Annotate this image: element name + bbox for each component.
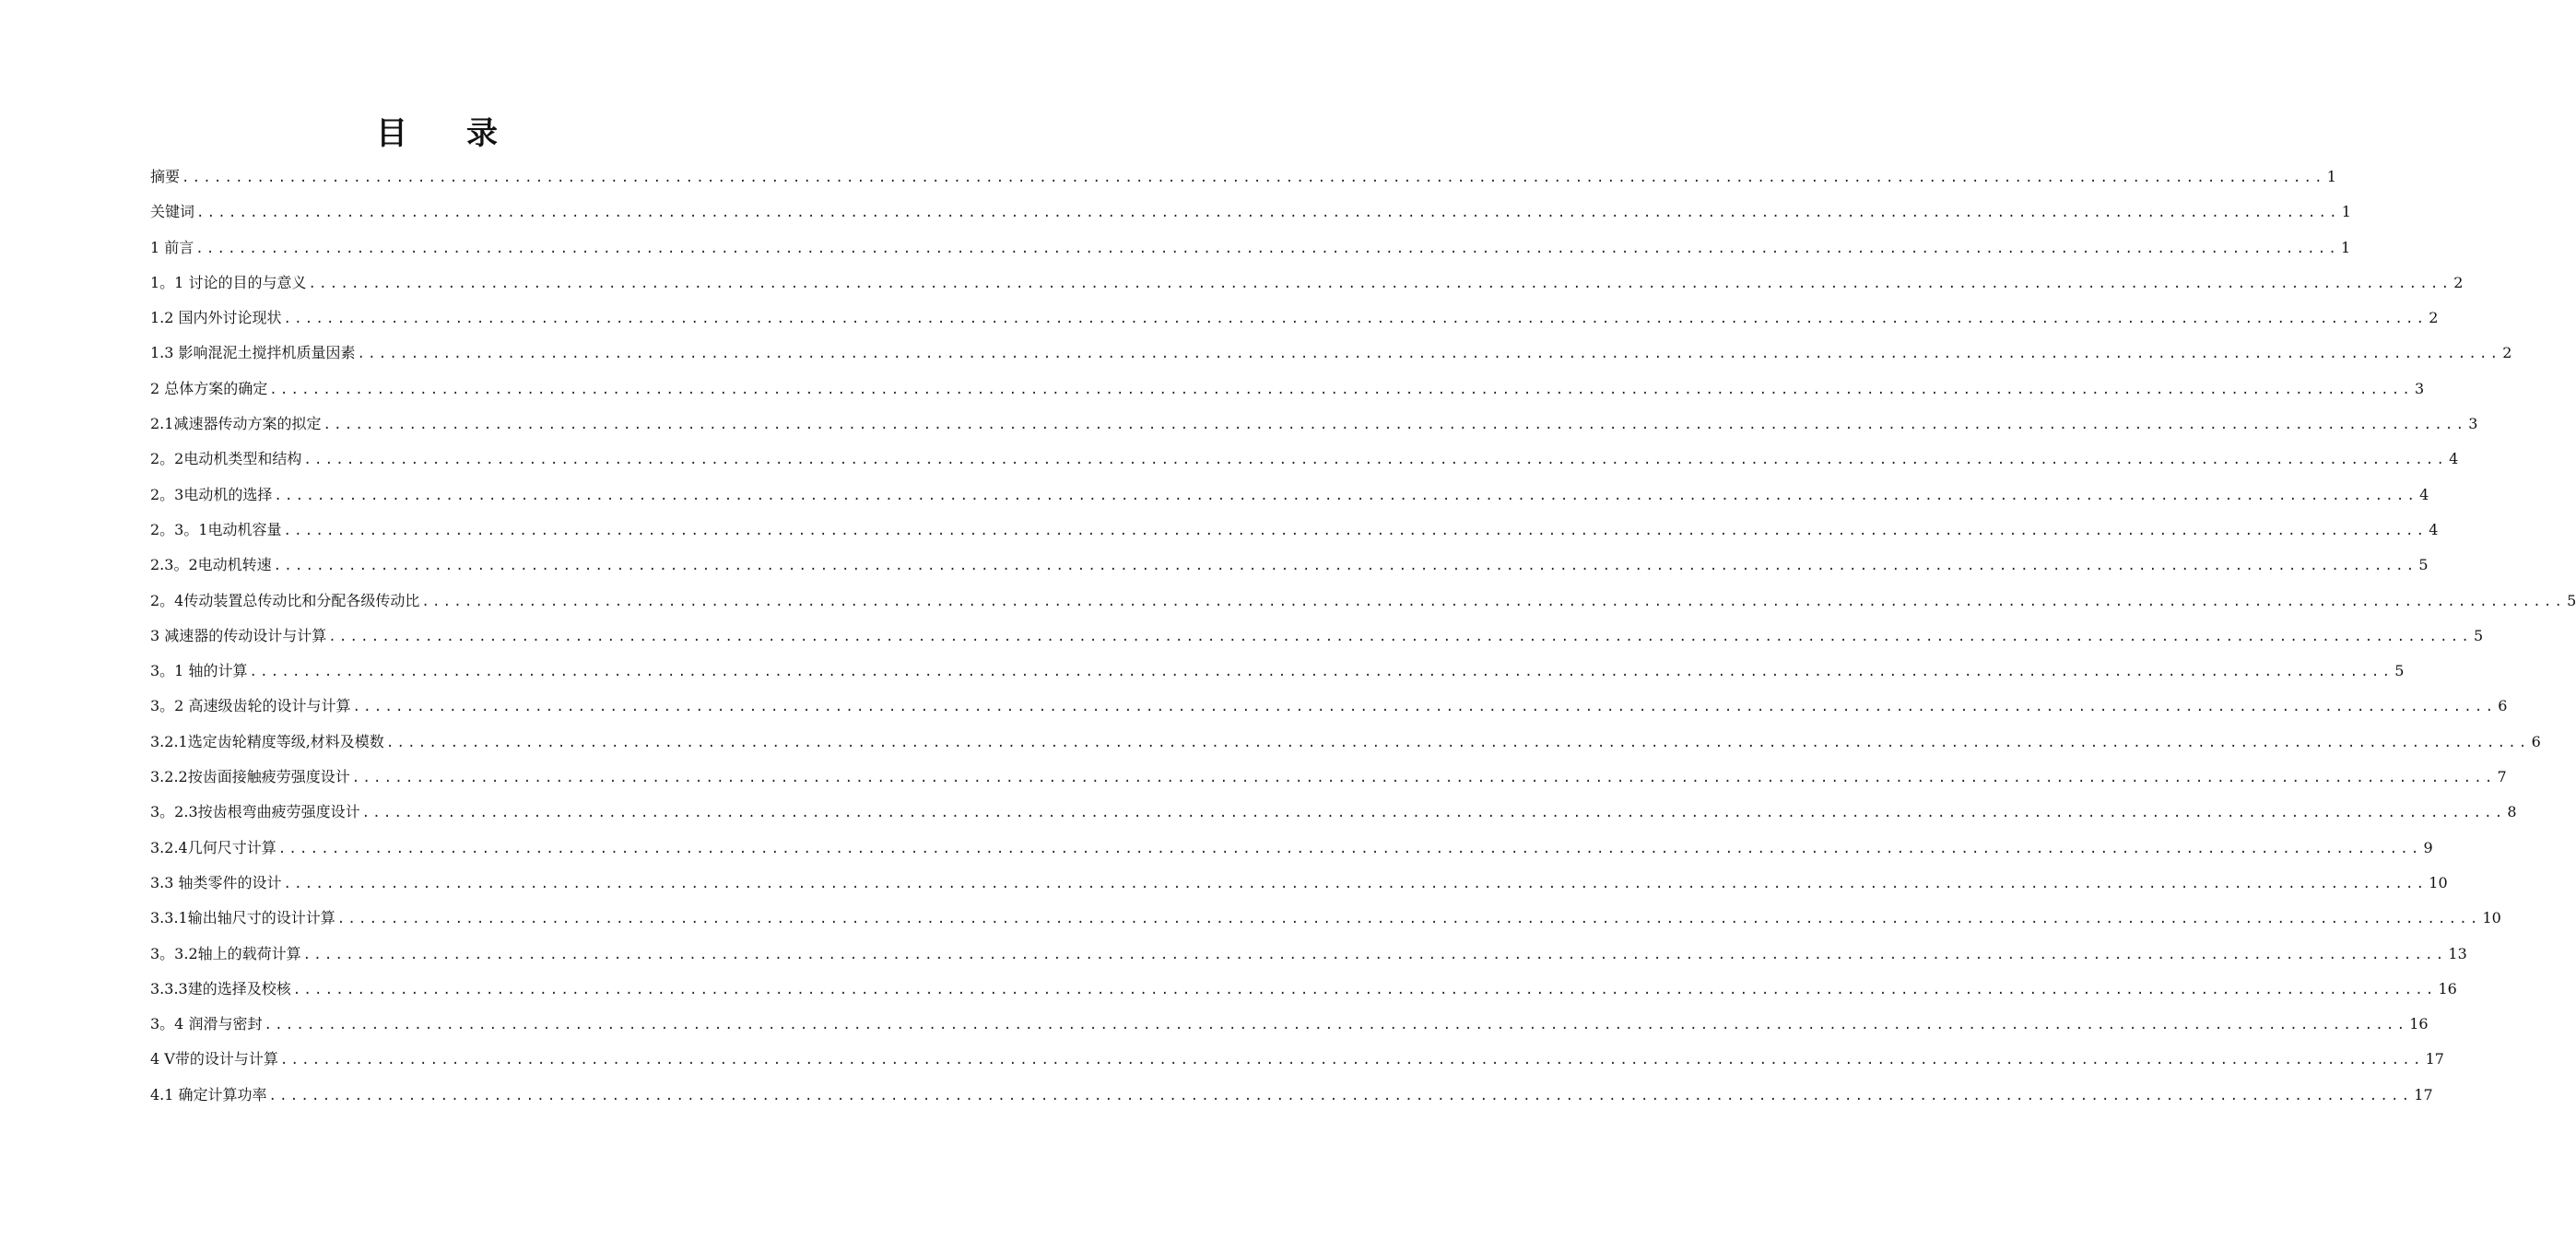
toc-entry-page-number: 5 — [2567, 591, 2576, 609]
toc-entry-label: 3.3.1输出轴尺寸的设计计算 — [150, 909, 335, 927]
toc-entry-label: 2.1减速器传动方案的拟定 — [150, 415, 322, 433]
toc-entry-page-number: 1 — [2341, 238, 2351, 256]
toc-entry[interactable] — [150, 336, 2512, 371]
toc-leader-dots: ........................................................................................................................................................................................................ — [277, 841, 2422, 856]
toc-leader-dots: ........................................................................................................................................................................................................ — [328, 629, 2473, 644]
toc-leader-dots: ........................................................................................................................................................................................................ — [196, 206, 2340, 221]
table-of-contents — [150, 159, 2576, 1113]
toc-entry-label: 2。2电动机类型和结构 — [150, 450, 302, 468]
toc-entry-page-number: 4 — [2449, 450, 2459, 468]
toc-entry-label: 1 前言 — [150, 238, 194, 256]
title-char-1: 目 — [376, 115, 409, 152]
toc-entry[interactable] — [150, 372, 2425, 407]
toc-leader-dots: ........................................................................................................................................................................................................ — [421, 594, 2566, 609]
toc-entry-label: 1.3 影响混泥土搅拌机质量因素 — [150, 344, 356, 362]
toc-leader-dots: ........................................................................................................................................................................................................ — [292, 982, 2437, 997]
toc-entry-page-number: 16 — [2438, 979, 2457, 997]
toc-entry-page-number: 2 — [2453, 273, 2464, 291]
toc-entry-label: 1.2 国内外讨论现状 — [150, 309, 282, 327]
toc-entry[interactable] — [150, 795, 2517, 830]
toc-entry-page-number: 3 — [2415, 379, 2425, 397]
toc-leader-dots: ........................................................................................................................................................................................................ — [279, 1053, 2424, 1068]
toc-leader-dots: ........................................................................................................................................................................................................ — [308, 276, 2452, 291]
toc-entry-page-number: 2 — [2429, 309, 2439, 327]
page-title — [0, 111, 876, 157]
toc-entry-page-number: 17 — [2425, 1050, 2444, 1068]
toc-entry[interactable] — [150, 1007, 2429, 1042]
toc-leader-dots: ........................................................................................................................................................................................................ — [182, 171, 2325, 185]
toc-entry-page-number: 3 — [2468, 415, 2478, 433]
toc-entry[interactable] — [150, 619, 2484, 654]
toc-entry-label: 2 总体方案的确定 — [150, 379, 268, 397]
toc-leader-dots: ........................................................................................................................................................................................................ — [283, 312, 2428, 327]
toc-leader-dots: ........................................................................................................................................................................................................ — [283, 523, 2428, 538]
toc-entry-page-number: 5 — [2474, 626, 2484, 644]
toc-entry[interactable] — [150, 725, 2541, 760]
toc-entry-label: 关键词 — [150, 203, 195, 221]
toc-leader-dots: ........................................................................................................................................................................................................ — [195, 241, 2340, 256]
toc-entry-page-number: 5 — [2394, 662, 2405, 680]
toc-entry-page-number: 8 — [2507, 803, 2517, 821]
toc-entry[interactable] — [150, 760, 2507, 795]
toc-entry[interactable] — [150, 654, 2405, 689]
toc-entry[interactable] — [150, 689, 2508, 724]
toc-entry[interactable] — [150, 442, 2459, 477]
toc-entry[interactable] — [150, 584, 2576, 619]
toc-entry-page-number: 1 — [2341, 203, 2351, 221]
toc-entry-page-number: 10 — [2482, 909, 2501, 927]
toc-entry-label: 3。2.3按齿根弯曲疲劳强度设计 — [150, 803, 360, 821]
toc-entry-page-number: 6 — [2498, 697, 2508, 715]
toc-entry-label: 3.3 轴类零件的设计 — [150, 873, 282, 891]
toc-entry-label: 3。2 高速级齿轮的设计与计算 — [150, 697, 351, 715]
toc-entry-label: 2。4传动装置总传动比和分配各级传动比 — [150, 591, 420, 609]
toc-entry[interactable] — [150, 266, 2464, 301]
toc-entry-page-number: 17 — [2414, 1085, 2433, 1103]
toc-entry-page-number: 7 — [2497, 768, 2507, 786]
toc-entry-page-number: 4 — [2419, 485, 2429, 503]
toc-entry[interactable] — [150, 866, 2448, 901]
toc-entry-page-number: 1 — [2326, 168, 2336, 185]
toc-leader-dots: ........................................................................................................................................................................................................ — [249, 665, 2394, 680]
toc-entry[interactable] — [150, 195, 2351, 230]
toc-entry-page-number: 4 — [2429, 520, 2439, 538]
toc-entry-label: 3.3.3建的选择及校核 — [150, 979, 291, 997]
toc-leader-dots: ........................................................................................................................................................................................................ — [357, 347, 2501, 362]
toc-entry[interactable] — [150, 230, 2351, 266]
toc-leader-dots: ........................................................................................................................................................................................................ — [283, 876, 2428, 891]
toc-entry[interactable] — [150, 513, 2439, 548]
title-char-2: 录 — [466, 115, 500, 152]
toc-entry-label: 2.3。2电动机转速 — [150, 556, 272, 574]
toc-leader-dots: ........................................................................................................................................................................................................ — [302, 947, 2447, 962]
toc-entry-label: 3 减速器的传动设计与计算 — [150, 626, 327, 644]
toc-entry-label: 3.2.4几何尺寸计算 — [150, 838, 276, 856]
toc-entry[interactable] — [150, 1078, 2433, 1113]
toc-entry[interactable] — [150, 1042, 2444, 1077]
toc-entry-page-number: 9 — [2423, 838, 2433, 856]
toc-entry-page-number: 13 — [2448, 944, 2467, 962]
toc-entry[interactable] — [150, 478, 2429, 513]
toc-leader-dots: ........................................................................................................................................................................................................ — [274, 488, 2418, 503]
toc-entry-label: 2。3电动机的选择 — [150, 485, 273, 503]
toc-entry[interactable] — [150, 901, 2501, 936]
toc-leader-dots: ........................................................................................................................................................................................................ — [323, 418, 2467, 433]
toc-entry-page-number: 2 — [2502, 344, 2512, 362]
toc-leader-dots: ........................................................................................................................................................................................................ — [269, 382, 2414, 397]
toc-leader-dots: ........................................................................................................................................................................................................ — [351, 771, 2496, 786]
toc-entry-label: 4.1 确定计算功率 — [150, 1085, 267, 1103]
toc-entry-label: 4 V带的设计与计算 — [150, 1050, 278, 1068]
toc-leader-dots: ........................................................................................................................................................................................................ — [385, 735, 2530, 750]
toc-entry[interactable] — [150, 548, 2429, 583]
toc-leader-dots: ........................................................................................................................................................................................................ — [264, 1018, 2408, 1033]
toc-entry-label: 摘要 — [150, 168, 181, 185]
toc-leader-dots: ........................................................................................................................................................................................................ — [303, 453, 2448, 468]
toc-entry-page-number: 5 — [2418, 556, 2429, 574]
toc-entry-page-number: 10 — [2429, 873, 2448, 891]
toc-entry-label: 3.2.1选定齿轮精度等级,材料及模数 — [150, 732, 384, 750]
toc-entry-label: 1。1 讨论的目的与意义 — [150, 273, 307, 291]
toc-entry-label: 3。3.2轴上的载荷计算 — [150, 944, 301, 962]
toc-leader-dots: ........................................................................................................................................................................................................ — [361, 806, 2506, 821]
toc-entry[interactable] — [150, 159, 2336, 195]
toc-entry-label: 3。4 润滑与密封 — [150, 1015, 263, 1033]
toc-entry-page-number: 16 — [2409, 1015, 2429, 1033]
toc-entry-label: 3.2.2按齿面接触疲劳强度设计 — [150, 768, 350, 786]
toc-entry-label: 3。1 轴的计算 — [150, 662, 248, 680]
toc-entry[interactable] — [150, 301, 2439, 336]
toc-entry[interactable] — [150, 972, 2457, 1007]
toc-entry[interactable] — [150, 831, 2433, 866]
toc-entry-page-number: 6 — [2531, 732, 2541, 750]
toc-leader-dots: ........................................................................................................................................................................................................ — [273, 559, 2417, 574]
toc-entry-label: 2。3。1电动机容量 — [150, 520, 282, 538]
toc-leader-dots: ........................................................................................................................................................................................................ — [352, 700, 2497, 715]
toc-leader-dots: ........................................................................................................................................................................................................ — [268, 1088, 2413, 1103]
toc-entry[interactable] — [150, 937, 2467, 972]
toc-entry[interactable] — [150, 407, 2478, 442]
toc-leader-dots: ........................................................................................................................................................................................................ — [336, 912, 2481, 927]
